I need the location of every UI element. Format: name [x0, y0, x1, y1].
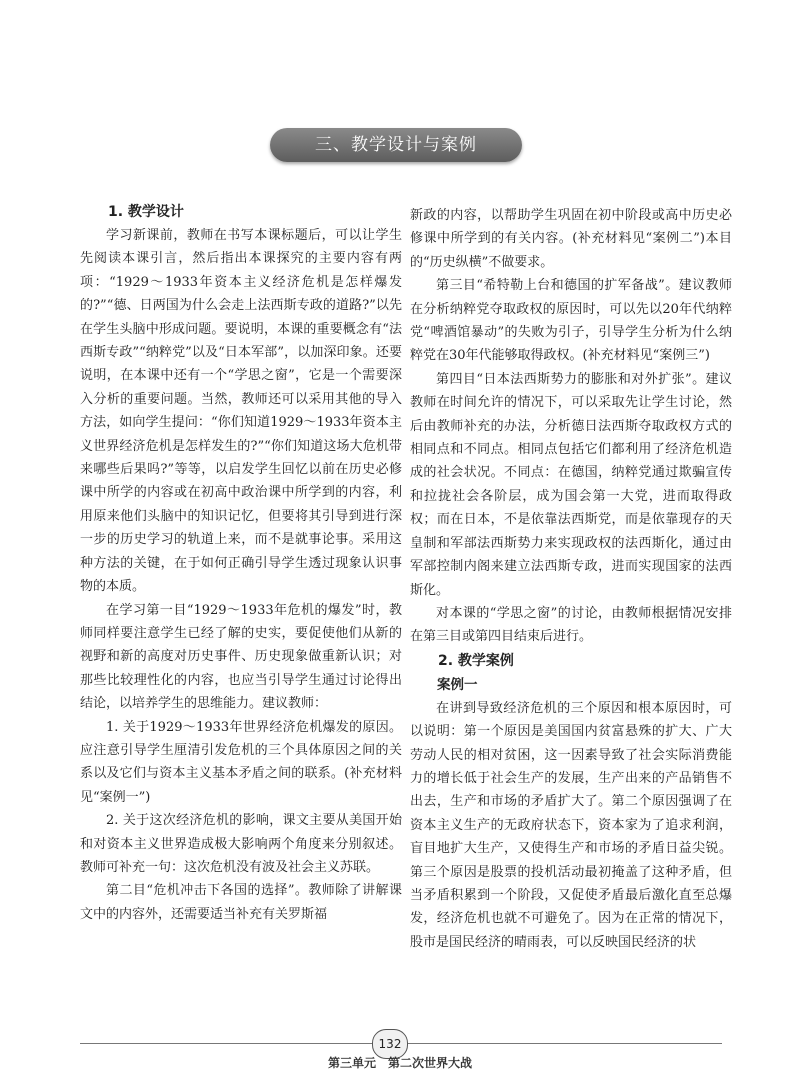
section-title-banner: 三、教学设计与案例: [270, 128, 522, 162]
body-paragraph: 第四目“日本法西斯势力的膨胀和对外扩张”。建议教师在时间允许的情况下，可以采取先让学生讨论，然后由教师补充的办法，分析德日法西斯夺取政权方式的相同点和不同点。相同点包括它们都利用了经济危机造成的社会状况。不同点：在德国，纳粹党通过欺骗宣传和拉拢社会各阶层，成为国会第一大党，进而取得政权；而在日本，不是依靠法西斯党，而是依靠现存的天皇制和军部法西斯势力来实现政权的法西斯化，通过由军部控制内阁来建立法西斯专政，进而实现国家的法西斯化。: [410, 371, 732, 598]
footer-rule-right: [408, 1043, 722, 1044]
body-paragraph: 第二目“危机冲击下各国的选择”。教师除了讲解课文中的内容外，还需要适当补充有关罗斯福: [80, 883, 402, 922]
case-one-title: 案例一: [437, 676, 478, 693]
body-paragraph: 1. 关于1929～1933年世界经济危机爆发的原因。应注意引导学生厘清引发危机的三个具体原因之间的关系以及它们与资本主义基本矛盾之间的联系。(补充材料见“案例一”): [80, 719, 402, 805]
teaching-cases-heading: 2. 教学案例: [438, 652, 514, 669]
body-paragraph: 在学习第一目“1929～1933年危机的爆发”时，教师同样要注意学生已经了解的史实，要促使他们从新的视野和新的高度对历史事件、历史现象做重新认识；对那些比较理性化的内容，也应当引导学生通过讨论得出结论，以培养学生的思维能力。建议教师：: [80, 602, 402, 712]
page-number: 132: [372, 1029, 408, 1059]
footer-rule-left: [80, 1043, 372, 1044]
right-column: [410, 204, 732, 954]
body-paragraph: 对本课的“学思之窗”的讨论，由教师根据情况安排在第三目或第四目结束后进行。: [410, 605, 732, 645]
body-paragraph: 在讲到导致经济危机的三个原因和根本原因时，可以说明：第一个原因是美国国内贫富悬殊的扩大、广大劳动人民的相对贫困，这一因素导致了社会实际消费能力的增长低于社会生产的发展，生产出来的产品销售不出去，生产和市场的矛盾扩大了。第二个原因强调了在资本主义生产的无政府状态下，资本家为了追求利润，盲目地扩大生产，又使得生产和市场的矛盾日益尖锐。第三个原因是股票的投机活动最初掩盖了这种矛盾，但当矛盾积累到一个阶段，又促使矛盾最后激化直至总爆发，经济危机也就不可避免了。因为在正常的情况下，股市是国民经济的晴雨表，可以反映国民经济的状: [410, 700, 732, 950]
body-paragraph: 第三目“希特勒上台和德国的扩军备战”。建议教师在分析纳粹党夺取政权的原因时，可以先以20年代纳粹党“啤酒馆暴动”的失败为引子，引导学生分析为什么纳粹党在30年代能够取得政权。(补充材料见“案例三”): [410, 278, 732, 364]
left-column: [80, 200, 402, 926]
teaching-design-heading: 1. 教学设计: [108, 204, 184, 220]
body-paragraph: 2. 关于这次经济危机的影响，课文主要从美国开始和对资本主义世界造成极大影响两个角度来分别叙述。教师可补充一句：这次危机没有波及社会主义苏联。: [80, 813, 402, 875]
body-paragraph: 学习新课前，教师在书写本课标题后，可以让学生先阅读本课引言，然后指出本课探究的主要内容有两项：“1929～1933年资本主义经济危机是怎样爆发的?”“德、日两国为什么会走上法西斯专政的道路?”以先在学生头脑中形成问题。要说明，本课的重要概念有“法西斯专政”“纳粹党”以及“日本军部”，以加深印象。还要说明，在本课中还有一个“学思之窗”，它是一个需要深入分析的重要问题。当然，教师还可以采用其他的导入方法，如向学生提问：“你们知道1929～1933年资本主义世界经济危机是怎样发生的?”“你们知道这场大危机带来哪些后果吗?”等等，以启发学生回忆以前在历史必修课中所学的内容或在初高中政治课中所学到的内容，利用原来他们头脑中的知识记忆，但要将其引导到进行深一步的历史学习的轨道上来，而不是就事论事。采用这种方法的关键，在于如何正确引导学生透过现象认识事物的本质。: [80, 228, 402, 595]
running-footer-title: 第三单元 第二次世界大战: [327, 1056, 472, 1070]
body-paragraph: 新政的内容，以帮助学生巩固在初中阶段或高中历史必修课中所学到的有关内容。(补充材料见“案例二”)本目的“历史纵横”不做要求。: [410, 208, 732, 270]
